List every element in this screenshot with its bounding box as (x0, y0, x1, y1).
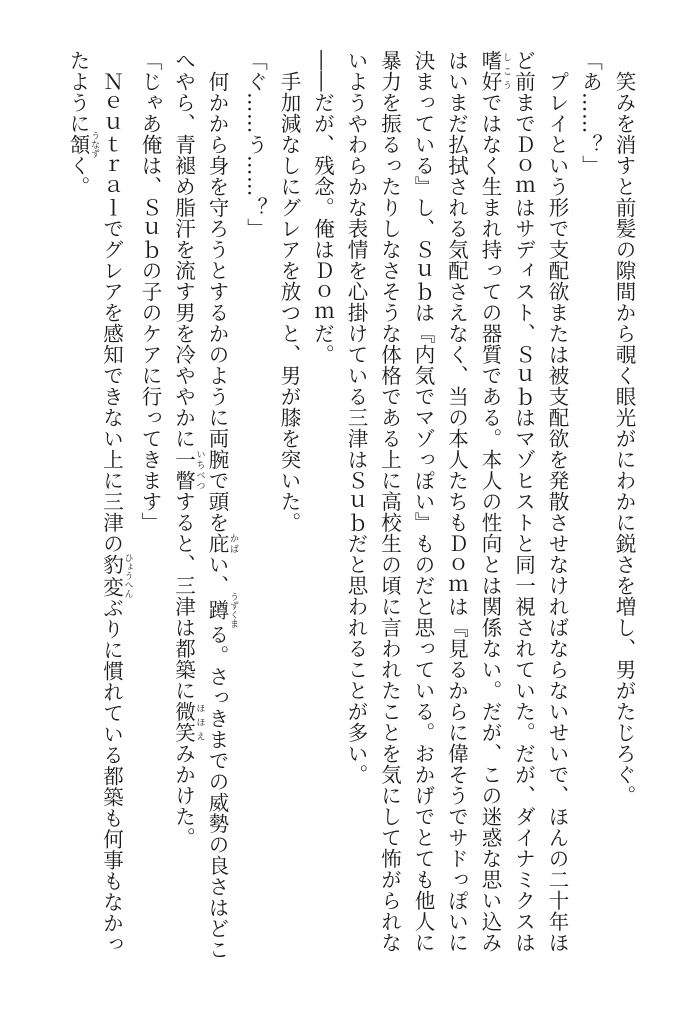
paragraph-4: ――だが、残念。俺はＤｏｍだ。 (310, 50, 335, 365)
ruby-reading: うなず (89, 131, 99, 158)
paragraph-9: Ｎｅｕｔｒａｌでグレアを感知できない上に三津の豹変 ひょうへんぶりに慣れている都築も何事もなかったように頷 うなずく。 (66, 50, 133, 954)
vertical-text-block (61, 50, 641, 960)
ruby-word: 嗜好 しこう (478, 50, 511, 92)
ruby-word: 微笑 ほほえ (171, 701, 205, 743)
paragraph-3: プレイという形で支配欲または被支配欲を発散させなければならないせいで、ほんの二十年ほど前までＤｏｍはサディスト、Ｓｕｂはマゾヒストと同一視されていた。だが、ダイナミクスは嗜好 しこうではなく生まれ持っての器質である。本人の性向とは関係ない。だが、この迷惑な思い込みはいまだ払拭される気配さえなく、当の本人たちもＤｏｍは『見るからに偉そうでサドっぽいに決まっている』し、Ｓｕｂは『内気でマゾっぽい』ものだと思っている。おかげでとても他人に暴力を振るったりしなさそうな体格である上に高校生の頃に言われたことを気にして怖がられないようやわらかな表情を心掛けている三津はＳｕｂだと思われることが多い。 (344, 50, 569, 953)
paragraph-7: 何かから身を守ろうとするかのように両腕で頭を庇 かばい、蹲 うずくまる。さっきまでの威勢の良さはどこへやら、青褪め脂汗を流す男を冷ややかに一瞥 いちべつすると、三津は都築に微笑 ほほえみかけた。 (171, 50, 238, 960)
ruby-reading: しこう (501, 50, 511, 92)
paragraph-8: 「じゃあ俺は、Ｓｕｂの子のケアに行ってきます」 (138, 50, 162, 533)
paragraph-6: 「ぐ……う……？」 (243, 50, 268, 239)
ruby-reading: うずくま (228, 591, 238, 628)
ruby-word: 庇 かば (205, 532, 238, 554)
paragraph-2: 「あ……？」 (578, 50, 603, 176)
paragraph-5: 手加減なしにグレアを放つと、男が膝を突いた。 (277, 70, 301, 533)
ruby-reading: ほほえ (194, 701, 205, 743)
paragraph-1: 笑みを消すと前髪の隙間から覗く眼光がにわかに鋭さを増し、男がたじろぐ。 (612, 70, 636, 806)
ruby-word: 頷 うなず (66, 131, 99, 158)
ruby-reading: いちべつ (194, 449, 205, 491)
ruby-reading: かば (228, 532, 238, 554)
ruby-word: 蹲 うずくま (205, 591, 238, 628)
ruby-word: 豹変 ひょうへん (99, 552, 133, 598)
ruby-word: 一瞥 いちべつ (171, 449, 205, 491)
ruby-reading: ひょうへん (122, 552, 133, 598)
